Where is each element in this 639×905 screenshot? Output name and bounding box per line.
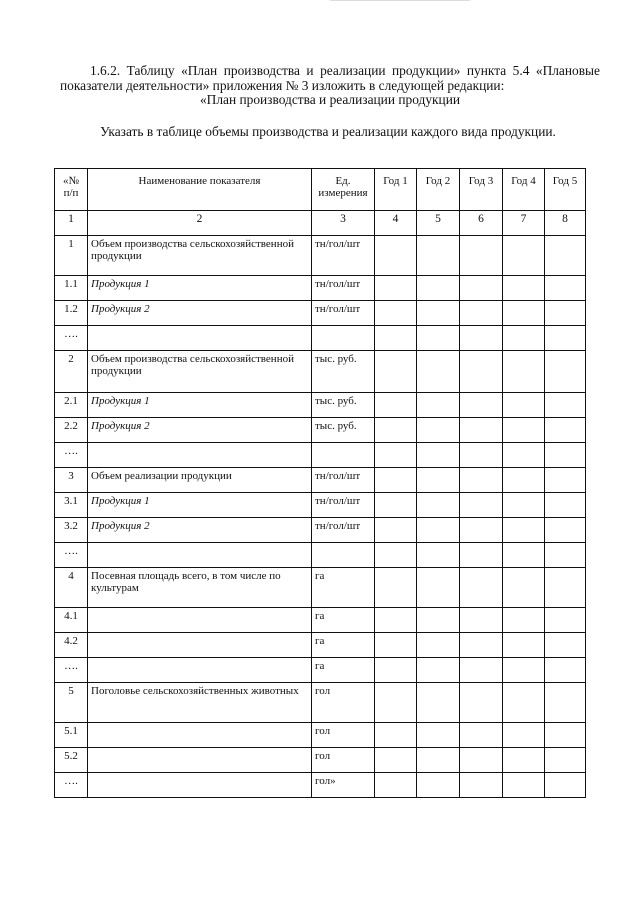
indicator-name-cell — [88, 326, 312, 351]
column-number-cell: 8 — [545, 211, 586, 236]
table-row — [55, 543, 586, 568]
row-number-cell: …. — [55, 326, 88, 351]
year-value-cell — [375, 468, 417, 493]
year-value-cell — [375, 393, 417, 418]
year-value-cell — [545, 301, 586, 326]
year-value-cell — [460, 683, 503, 723]
year-value-cell — [417, 773, 460, 798]
header-cell: Наименование показателя — [88, 169, 312, 211]
indicator-name-cell: Продукция 1 — [88, 276, 312, 301]
page-top-edge-mark — [330, 0, 470, 5]
year-value-cell — [503, 276, 545, 301]
year-value-cell — [503, 393, 545, 418]
year-value-cell — [460, 351, 503, 393]
year-value-cell — [375, 418, 417, 443]
year-value-cell — [375, 443, 417, 468]
indicator-name-cell — [88, 608, 312, 633]
row-number-cell: 3.1 — [55, 493, 88, 518]
unit-cell: тыс. руб. — [312, 393, 375, 418]
unit-cell: тыс. руб. — [312, 418, 375, 443]
year-value-cell — [545, 468, 586, 493]
year-value-cell — [545, 658, 586, 683]
year-value-cell — [545, 418, 586, 443]
header-cell: Год 2 — [417, 169, 460, 211]
year-value-cell — [375, 276, 417, 301]
production-plan-table — [54, 168, 586, 798]
row-number-cell: …. — [55, 543, 88, 568]
year-value-cell — [460, 276, 503, 301]
year-value-cell — [375, 568, 417, 608]
row-number-cell: 2.1 — [55, 393, 88, 418]
table-row — [55, 723, 586, 748]
unit-cell: га — [312, 658, 375, 683]
year-value-cell — [460, 773, 503, 798]
year-value-cell — [503, 468, 545, 493]
indicator-name-cell: Продукция 1 — [88, 493, 312, 518]
header-cell: Ед. измерения — [312, 169, 375, 211]
table-row — [55, 773, 586, 798]
year-value-cell — [503, 236, 545, 276]
year-value-cell — [417, 723, 460, 748]
year-value-cell — [503, 351, 545, 393]
year-value-cell — [503, 443, 545, 468]
year-value-cell — [503, 568, 545, 608]
year-value-cell — [375, 633, 417, 658]
year-value-cell — [417, 276, 460, 301]
table-row — [55, 236, 586, 276]
year-value-cell — [545, 543, 586, 568]
year-value-cell — [375, 773, 417, 798]
year-value-cell — [460, 236, 503, 276]
year-value-cell — [503, 773, 545, 798]
table-title: «План производства и реализации продукции — [199, 92, 461, 108]
header-cell: Год 5 — [545, 169, 586, 211]
year-value-cell — [417, 748, 460, 773]
table-row — [55, 276, 586, 301]
unit-cell: тн/гол/шт — [312, 518, 375, 543]
year-value-cell — [417, 443, 460, 468]
year-value-cell — [545, 443, 586, 468]
table-row — [55, 301, 586, 326]
column-number-cell: 4 — [375, 211, 417, 236]
row-number-cell: 5 — [55, 683, 88, 723]
year-value-cell — [417, 683, 460, 723]
year-value-cell — [460, 568, 503, 608]
year-value-cell — [503, 748, 545, 773]
unit-cell — [312, 543, 375, 568]
year-value-cell — [503, 493, 545, 518]
year-value-cell — [375, 683, 417, 723]
year-value-cell — [545, 236, 586, 276]
year-value-cell — [417, 658, 460, 683]
year-value-cell — [460, 326, 503, 351]
year-value-cell — [417, 301, 460, 326]
indicator-name-cell — [88, 723, 312, 748]
header-row — [55, 169, 586, 211]
indicator-name-cell — [88, 748, 312, 773]
year-value-cell — [417, 326, 460, 351]
row-number-cell: 3.2 — [55, 518, 88, 543]
year-value-cell — [375, 326, 417, 351]
year-value-cell — [545, 493, 586, 518]
year-value-cell — [460, 393, 503, 418]
unit-cell: тн/гол/шт — [312, 468, 375, 493]
indicator-name-cell — [88, 658, 312, 683]
year-value-cell — [545, 633, 586, 658]
year-value-cell — [460, 658, 503, 683]
year-value-cell — [460, 468, 503, 493]
column-number-cell: 3 — [312, 211, 375, 236]
row-number-cell: 1 — [55, 236, 88, 276]
column-number-cell: 6 — [460, 211, 503, 236]
year-value-cell — [545, 723, 586, 748]
year-value-cell — [503, 301, 545, 326]
table-row — [55, 393, 586, 418]
unit-cell: гол» — [312, 773, 375, 798]
table-row — [55, 658, 586, 683]
year-value-cell — [545, 276, 586, 301]
table-row — [55, 518, 586, 543]
year-value-cell — [375, 351, 417, 393]
row-number-cell: 4 — [55, 568, 88, 608]
year-value-cell — [503, 608, 545, 633]
unit-cell — [312, 443, 375, 468]
table-row — [55, 748, 586, 773]
year-value-cell — [375, 723, 417, 748]
row-number-cell: 5.2 — [55, 748, 88, 773]
column-number-cell: 1 — [55, 211, 88, 236]
indicator-name-cell: Продукция 2 — [88, 301, 312, 326]
year-value-cell — [375, 658, 417, 683]
year-value-cell — [545, 748, 586, 773]
row-number-cell: 1.1 — [55, 276, 88, 301]
year-value-cell — [503, 418, 545, 443]
year-value-cell — [460, 723, 503, 748]
year-value-cell — [460, 518, 503, 543]
column-number-cell: 5 — [417, 211, 460, 236]
table-row — [55, 493, 586, 518]
column-number-cell: 7 — [503, 211, 545, 236]
year-value-cell — [417, 543, 460, 568]
year-value-cell — [417, 236, 460, 276]
year-value-cell — [417, 568, 460, 608]
amendment-paragraph — [60, 64, 600, 108]
row-number-cell: 1.2 — [55, 301, 88, 326]
indicator-name-cell: Объем реализации продукции — [88, 468, 312, 493]
row-number-cell: …. — [55, 443, 88, 468]
table-row — [55, 443, 586, 468]
row-number-cell: …. — [55, 773, 88, 798]
year-value-cell — [503, 658, 545, 683]
unit-cell: га — [312, 568, 375, 608]
table-row — [55, 468, 586, 493]
year-value-cell — [503, 683, 545, 723]
unit-cell: гол — [312, 723, 375, 748]
table-row — [55, 351, 586, 393]
year-value-cell — [503, 723, 545, 748]
year-value-cell — [460, 543, 503, 568]
year-value-cell — [375, 301, 417, 326]
year-value-cell — [375, 748, 417, 773]
row-number-cell: 4.1 — [55, 608, 88, 633]
year-value-cell — [460, 633, 503, 658]
indicator-name-cell: Посевная площадь всего, в том числе по культурам — [88, 568, 312, 608]
unit-cell: тн/гол/шт — [312, 301, 375, 326]
year-value-cell — [375, 543, 417, 568]
year-value-cell — [375, 608, 417, 633]
year-value-cell — [545, 568, 586, 608]
year-value-cell — [460, 418, 503, 443]
header-cell: «№ п/п — [55, 169, 88, 211]
indicator-name-cell — [88, 773, 312, 798]
year-value-cell — [503, 633, 545, 658]
row-number-cell: 5.1 — [55, 723, 88, 748]
year-value-cell — [545, 683, 586, 723]
year-value-cell — [417, 493, 460, 518]
year-value-cell — [460, 301, 503, 326]
row-number-cell: 2 — [55, 351, 88, 393]
table-row — [55, 633, 586, 658]
indicator-name-cell: Объем производства сельскохозяйственной продукции — [88, 351, 312, 393]
unit-cell: тн/гол/шт — [312, 236, 375, 276]
column-number-cell: 2 — [88, 211, 312, 236]
row-number-cell: …. — [55, 658, 88, 683]
indicator-name-cell — [88, 443, 312, 468]
unit-cell: гол — [312, 748, 375, 773]
unit-cell: га — [312, 608, 375, 633]
table-row — [55, 418, 586, 443]
indicator-name-cell: Объем производства сельскохозяйственной продукции — [88, 236, 312, 276]
amendment-text: 1.6.2. Таблицу «План производства и реализации продукции» пункта 5.4 «Плановые показатели деятельности» приложения № 3 изложить в следующей редакции: — [60, 63, 600, 93]
table-row — [55, 608, 586, 633]
year-value-cell — [375, 518, 417, 543]
indicator-name-cell — [88, 543, 312, 568]
year-value-cell — [375, 236, 417, 276]
row-number-cell: 2.2 — [55, 418, 88, 443]
column-number-row — [55, 211, 586, 236]
year-value-cell — [503, 518, 545, 543]
year-value-cell — [545, 393, 586, 418]
year-value-cell — [545, 773, 586, 798]
year-value-cell — [545, 351, 586, 393]
instruction-text: Указать в таблице объемы производства и реализации каждого вида продукции. — [100, 124, 556, 139]
unit-cell: тн/гол/шт — [312, 276, 375, 301]
indicator-name-cell: Продукция 1 — [88, 393, 312, 418]
unit-cell: га — [312, 633, 375, 658]
year-value-cell — [460, 493, 503, 518]
table-row — [55, 326, 586, 351]
year-value-cell — [460, 748, 503, 773]
year-value-cell — [460, 608, 503, 633]
year-value-cell — [417, 351, 460, 393]
indicator-name-cell: Продукция 2 — [88, 518, 312, 543]
header-cell: Год 4 — [503, 169, 545, 211]
year-value-cell — [417, 518, 460, 543]
row-number-cell: 4.2 — [55, 633, 88, 658]
year-value-cell — [545, 326, 586, 351]
year-value-cell — [503, 543, 545, 568]
year-value-cell — [417, 418, 460, 443]
unit-cell: тн/гол/шт — [312, 493, 375, 518]
header-cell: Год 3 — [460, 169, 503, 211]
indicator-name-cell: Продукция 2 — [88, 418, 312, 443]
year-value-cell — [460, 443, 503, 468]
year-value-cell — [545, 608, 586, 633]
table-row — [55, 568, 586, 608]
indicator-name-cell — [88, 633, 312, 658]
year-value-cell — [375, 493, 417, 518]
indicator-name-cell: Поголовье сельскохозяйственных животных — [88, 683, 312, 723]
year-value-cell — [417, 468, 460, 493]
row-number-cell: 3 — [55, 468, 88, 493]
year-value-cell — [545, 518, 586, 543]
year-value-cell — [503, 326, 545, 351]
unit-cell: тыс. руб. — [312, 351, 375, 393]
header-cell: Год 1 — [375, 169, 417, 211]
table-row — [55, 683, 586, 723]
year-value-cell — [417, 608, 460, 633]
year-value-cell — [417, 633, 460, 658]
unit-cell — [312, 326, 375, 351]
unit-cell: гол — [312, 683, 375, 723]
year-value-cell — [417, 393, 460, 418]
